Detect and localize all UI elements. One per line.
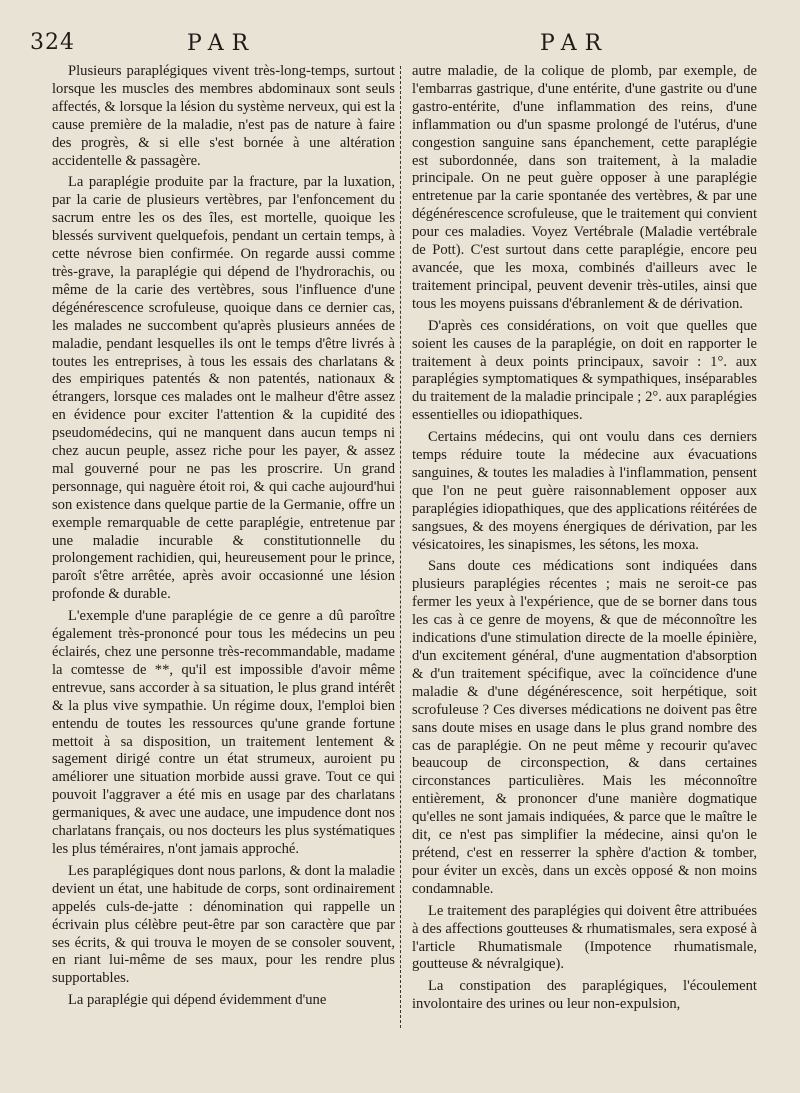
running-head-left: PAR [187,31,257,56]
page-header [0,30,800,64]
paragraph: Le traitement des paraplégies qui doivent être attribuées à des affections goutteuses & rhumatismales, sera exposé à l'article Rhumatismale (Impotence rhumatismale, goutteuse & névralgique). [412,902,757,973]
paragraph: Sans doute ces médications sont indiquées dans plusieurs paraplégies récentes ; mais ne seroit-ce pas fermer les yeux à l'expérience, que de se borner dans tous les cas à ce genre de moyens, & que de méconnoître les indications d'une stimulation directe de la moelle épinière, d'un excitement général, d'une augmentation d'absorption & d'un traitement spécifique, avec la coïncidence d'une maladie & d'une dégénérescence, soit herpétique, soit scrofuleuse ? Ces diverses médications ne doivent pas être sans doute mises en usage dans le plus grand nombre des cas de paraplégie. On ne peut même y recourir qu'avec beaucoup de circonspection, & dans certaines circonstances particulières. Mais les méconnoître entièrement, & prononcer d'une manière dogmatique qu'elles ne sont jamais indiquées, & parce que le maître le dit, ce n'est pas simplifier la médecine, ainsi qu'on le prétend, c'est en resserrer la sphère d'action & tomber, pour éviter un excès, dans un excès opposé & non moins condamnable. [412,558,757,897]
paragraph: Plusieurs paraplégiques vivent très-long-temps, surtout lorsque les muscles des membres abdominaux sont seuls affectés, & lorsque la lésion du système nerveux, qui est la cause première de la maladie, n'est pas de nature à faire des progrès, & si elle s'est bornée à une altération accidentelle & passagère. [52,63,395,169]
column-divider [400,66,401,1028]
page-number: 324 [30,30,75,55]
paragraph: La constipation des paraplégiques, l'écoulement involontaire des urines ou leur non-expulsion, [412,978,757,1013]
paragraph: autre maladie, de la colique de plomb, par exemple, de l'embarras gastrique, d'une entérite, d'une gastrite ou d'une gastro-entérite, d'une inflammation des reins, d'une inflammation ou d'un spasme prolongé de l'utérus, d'une congestion sanguine sans épanchement, cette paraplégie est subordonnée, dans son traitement, à la maladie principale. On ne peut guère opposer à une paraplégie entretenue par la carie spontanée des vertèbres, & par une dégénérescence scrofuleuse, que le traitement qui convient pour ces maladies. Voyez Vertébrale (Maladie vertébrale de Pott). C'est surtout dans cette paraplégie, encore peu avancée, que les moxa, combinés d'ailleurs avec le traitement principal, peuvent devenir très-utiles, ainsi que tous les moyens puissans d'ébranlement & de dérivation. [412,63,757,312]
paragraph: L'exemple d'une paraplégie de ce genre a dû paroître également très-prononcé pour tous les médecins un peu éclairés, chez une personne très-recommandable, madame la comtesse de **, qu'il est impossible d'avoir même entrevue, sans accorder à sa situation, le plus grand intérêt & la plus vive sympathie. Un régime doux, l'emploi bien entendu de toutes les ressources qu'une grande fortune mettoit à sa disposition, un traitement lentement & sagement dirigé contre un état strumeux, auroient pu améliorer une situation morbide aussi grave. Tout ce qui pouvoit l'aggraver a été mis en usage par des charlatans germaniques, & avec une audace, une impudence dont nos charlatans français, ou nos docteurs les plus systématiques les plus téméraires, n'ont jamais approché. [52,608,395,857]
paragraph: Certains médecins, qui ont voulu dans ces derniers temps réduire toute la médecine aux évacuations sanguines, & toutes les maladies à l'inflammation, pensent que l'on ne peut guère raisonnablement opposer aux paraplégies idiopathiques, que des applications réitérées de sangsues, & des moyens énergiques de dérivation, par les vésicatoires, les sinapismes, les sétons, les moxa. [412,429,757,553]
paragraph: La paraplégie qui dépend évidemment d'une [68,992,327,1009]
paragraph: La paraplégie produite par la fracture, par la luxation, par la carie de plusieurs vertèbres, par l'enfoncement du sacrum entre les os des îles, est mortelle, quoique les blessés survivent quelquefois, pendant un certain temps, à cette névrose bien confirmée. On regarde aussi comme très-grave, la paraplégie qui dépend de l'hydrorachis, ou même de la carie des vertèbres, sous l'influence d'une dégénérescence scrofuleuse, quoique dans ce dernier cas, les malades ne succombent qu'après plusieurs années de maladie, pendant lesquelles ils ont le temps d'être livrés à toutes les entreprises, à tous les essais des charlatans & des empiriques patentés & non patentés, nationaux & étrangers, lorsque ces malades ont le malheur d'être assez en évidence pour exciter l'attention & la cupidité des pseudomédecins, qui ne manquent dans aucun temps ni chez aucun peuple, assez riche pour les payer, & assez mal gouverné pour ne pas les proscrire. Un grand personnage, qui naguère étoit roi, & qui cache aujourd'hui son existence dans quelque partie de la Germanie, offre un exemple remarquable de cette paraplégie, entretenue par une maladie incurable & constitutionnelle du prolongement rachidien, qui, heureusement pour le prince, paroît s'être arrêtée, après avoir occasionné une lésion profonde & durable. [52,174,395,603]
paragraph: D'après ces considérations, on voit que quelles que soient les causes de la paraplégie, on doit en rapporter le traitement à deux points principaux, savoir : 1°. aux paraplégies symptomatiques & sympathiques, inséparables du traitement de la maladie principale ; 2°. aux paraplégies essentielles ou idiopathiques. [412,317,757,424]
paragraph: Les paraplégiques dont nous parlons, & dont la maladie devient un état, une habitude de corps, sont ordinairement appelés culs-de-jatte : dénomination qui rappelle un écrivain plus célèbre peut-être par son caractère que par ses écrits, & qui trouva le moyen de se consoler souvent, en riant lui-même de ses maux, pour les rendre plus supportables. [52,862,395,987]
running-head-right: PAR [540,31,610,56]
right-column [412,63,757,1018]
left-column [52,63,395,1014]
